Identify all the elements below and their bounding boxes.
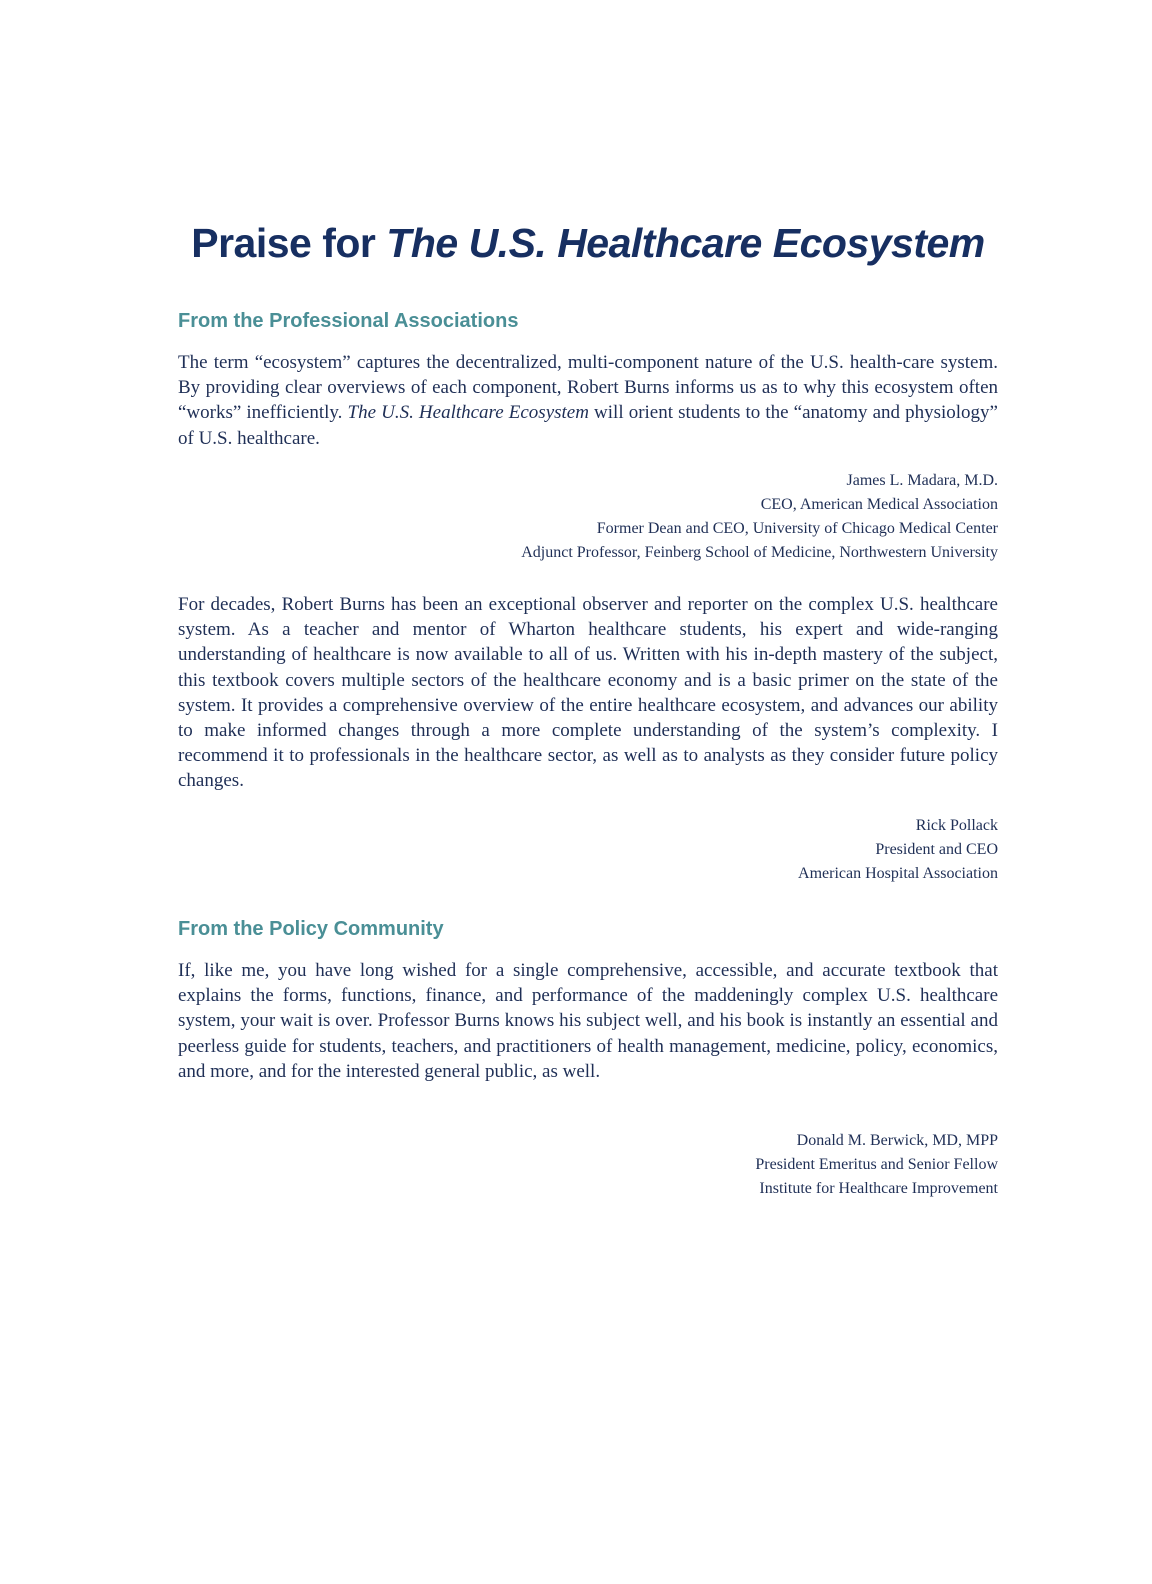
attribution-role: Former Dean and CEO, University of Chicago Medical Center	[596, 520, 998, 537]
attribution-name: Donald M. Berwick, MD, MPP	[796, 1132, 998, 1149]
attribution-madara	[178, 469, 998, 565]
quote-madara-book-title: The U.S. Healthcare Ecosystem	[347, 402, 589, 424]
attribution-role: Adjunct Professor, Feinberg School of Medicine, Northwestern University	[521, 544, 998, 561]
quote-madara-text-before: The term “ecosystem” captures the decentralized, multi-component nature of the U.S. health-care system. By providing clear overviews of each component, Robert Burns informs us as to why this ecosystem often “works” inefficiently.	[178, 352, 998, 424]
attribution-berwick	[178, 1129, 998, 1201]
quote-madara	[178, 350, 998, 451]
attribution-pollack	[178, 814, 998, 886]
attribution-role: Institute for Healthcare Improvement	[759, 1180, 998, 1197]
attribution-name: James L. Madara, M.D.	[846, 472, 998, 489]
section-heading-policy: From the Policy Community	[178, 918, 444, 940]
title-prefix: Praise for	[191, 220, 387, 266]
attribution-role: President and CEO	[875, 841, 998, 858]
quote-pollack: For decades, Robert Burns has been an exceptional observer and reporter on the complex U.S. healthcare system. As a teacher and mentor of Wharton healthcare students, his expert and wide-ranging understanding of healthcare is now available to all of us. Written with his in-depth mastery of the subject, this textbook covers multiple sectors of the healthcare economy and is a basic primer on the state of the system. It provides a comprehensive overview of the entire healthcare ecosystem, and advances our ability to make informed changes through a more complete understanding of the system’s complexity. I recommend it to professionals in the healthcare sector, as well as to analysts as they consider future policy changes.	[178, 594, 998, 792]
attribution-role: CEO, American Medical Association	[760, 496, 998, 513]
page-title	[178, 220, 998, 267]
attribution-role: President Emeritus and Senior Fellow	[755, 1156, 998, 1173]
attribution-name: Rick Pollack	[915, 817, 998, 834]
attribution-role: American Hospital Association	[798, 865, 998, 882]
section-heading-professional: From the Professional Associations	[178, 310, 519, 332]
quote-madara-text-after: will orient students to the “anatomy and physiology” of U.S. healthcare.	[178, 402, 998, 449]
quote-berwick: If, like me, you have long wished for a single comprehensive, accessible, and accurate textbook that explains the forms, functions, finance, and performance of the maddeningly complex U.S. healthcare system, your wait is over. Professor Burns knows his subject well, and his book is instantly an essential and peerless guide for students, teachers, and practitioners of health management, medicine, policy, economics, and more, and for the interested general public, as well.	[178, 960, 998, 1082]
title-book-name: The U.S. Healthcare Ecosystem	[386, 220, 985, 266]
